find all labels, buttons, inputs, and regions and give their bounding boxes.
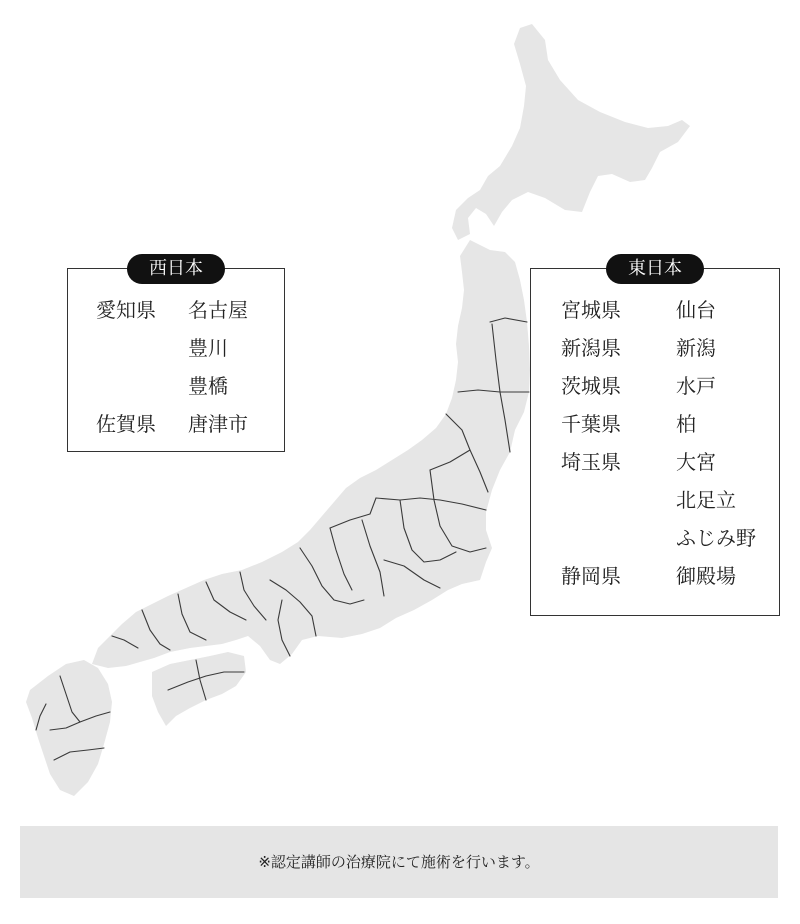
- east-japan-title: 東日本: [606, 254, 704, 284]
- city-name: 名古屋: [188, 298, 248, 322]
- prefecture-name: 佐賀県: [96, 412, 156, 436]
- city-name: 唐津市: [188, 412, 248, 436]
- city-name: 豊川: [188, 336, 228, 360]
- list-item: [68, 367, 284, 405]
- prefecture-name: 埼玉県: [561, 450, 621, 474]
- city-name: 豊橋: [188, 374, 228, 398]
- list-item: [531, 367, 779, 405]
- city-name: ふじみ野: [676, 526, 756, 550]
- city-name: 大宮: [676, 450, 716, 474]
- map-island-shikoku: [152, 652, 246, 726]
- city-name: 御殿場: [676, 564, 736, 588]
- list-item: [531, 405, 779, 443]
- east-japan-box: [530, 258, 780, 616]
- list-item: [531, 557, 779, 595]
- note-bar: [20, 826, 778, 898]
- map-island-hokkaido: [452, 24, 690, 240]
- list-item: [68, 405, 284, 443]
- map-island-kyushu: [26, 660, 112, 796]
- list-item: [531, 443, 779, 481]
- city-name: 北足立: [676, 488, 736, 512]
- list-item: [531, 329, 779, 367]
- prefecture-name: 宮城県: [561, 298, 621, 322]
- west-japan-title: 西日本: [127, 254, 225, 284]
- city-name: 柏: [676, 412, 696, 436]
- prefecture-name: 静岡県: [561, 564, 621, 588]
- note-text: ※認定講師の治療院にて施術を行います。: [258, 853, 540, 871]
- prefecture-name: 茨城県: [561, 374, 621, 398]
- list-item: [531, 519, 779, 557]
- east-japan-list: [531, 291, 779, 595]
- west-japan-list: [68, 291, 284, 443]
- list-item: [531, 481, 779, 519]
- prefecture-name: 愛知県: [96, 298, 156, 322]
- prefecture-name: 千葉県: [561, 412, 621, 436]
- prefecture-name: 新潟県: [561, 336, 621, 360]
- city-name: 新潟: [676, 336, 716, 360]
- list-item: [68, 329, 284, 367]
- list-item: [68, 291, 284, 329]
- list-item: [531, 291, 779, 329]
- city-name: 水戸: [676, 374, 716, 398]
- city-name: 仙台: [676, 298, 716, 322]
- west-japan-box: [67, 258, 285, 452]
